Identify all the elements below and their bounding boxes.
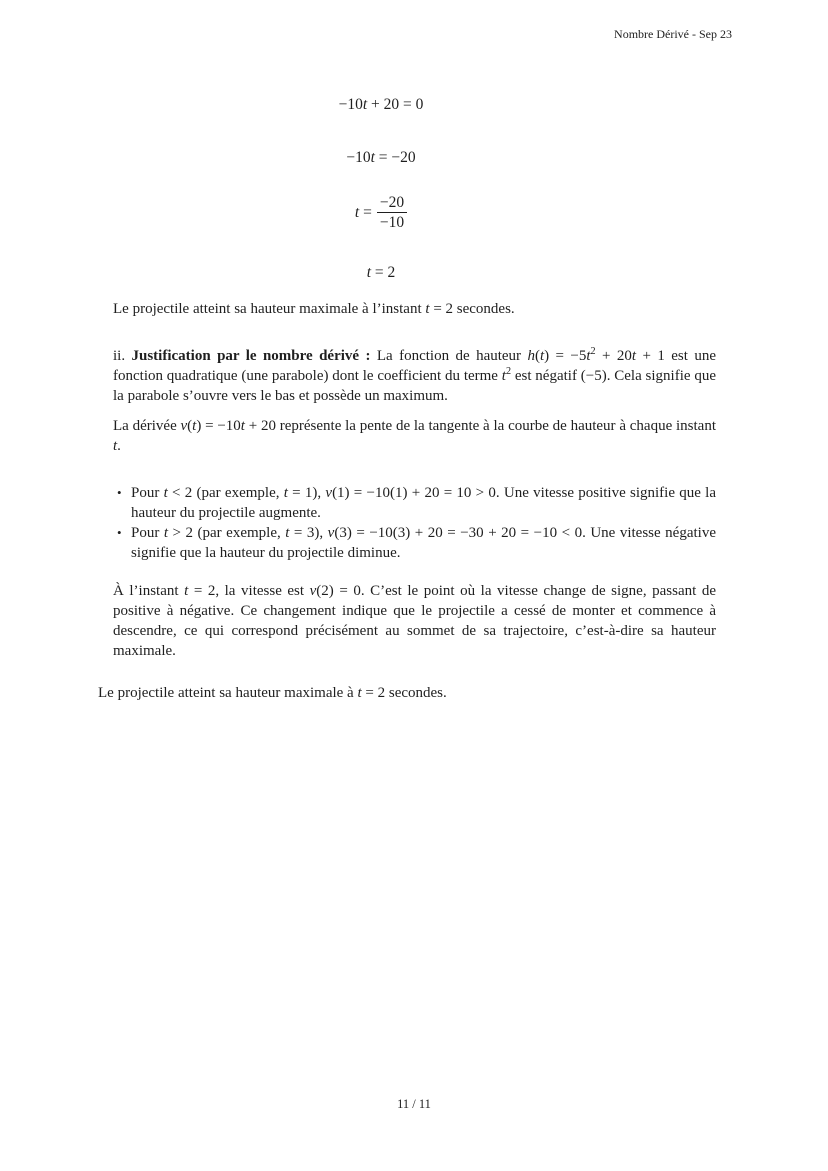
bullet-icon: • xyxy=(117,485,122,500)
bullet-item-1-text: Pour t < 2 (par exemple, t = 1), v(1) = −10(1) + 20 = 10 > 0. Une vitesse positive signifie que la hauteur du projectile augmente. xyxy=(131,485,716,521)
bullet-item-2 xyxy=(113,523,716,563)
equation-1: −10t + 20 = 0 xyxy=(338,96,424,113)
equation-4: t = 2 xyxy=(366,264,396,281)
fraction-denominator: −10 xyxy=(377,212,407,231)
paragraph-justification: ii. Justification par le nombre dérivé : La fonction de hauteur $h(t) = -5t^2 + 20t + 1$ est une fonction quadratique (une parabole) dont le coefficient du terme $t^2$ est négatif (−5). Cela signifie que la parabole s’ouvre vers le bas et possède un maximum. xyxy=(113,346,716,404)
bullet-item-2-text: Pour t > 2 (par exemple, t = 3), v(3) = −10(3) + 20 = −30 + 20 = −10 < 0. Une vitesse négative signifie que la hauteur du projectile diminue. xyxy=(131,525,716,561)
fraction-numerator: −20 xyxy=(379,194,405,211)
bullet-icon: • xyxy=(117,525,122,540)
equation-2: −10t = −20 xyxy=(346,149,416,166)
content-column xyxy=(98,0,716,703)
paragraph-conclusion-instant: Le projectile atteint sa hauteur maximale à l’instant t = 2 secondes. xyxy=(113,301,515,317)
fraction xyxy=(377,194,407,231)
equation-3 xyxy=(113,194,649,231)
paragraph-instant-t2: À l’instant t = 2, la vitesse est v(2) = 0. C’est le point où la vitesse change de signe, passant de positive à négative. Ce changement indique que le projectile a cessé de monter et commence à descendre, ce qui correspond précisément au sommet de sa trajectoire, c’est-à-dire sa hauteur maximale. xyxy=(113,583,716,659)
equation-3-lhs: t = xyxy=(354,203,372,221)
bullet-list xyxy=(113,483,716,563)
paragraph-final: Le projectile atteint sa hauteur maximale à t = 2 secondes. xyxy=(98,685,447,701)
paragraph-derivee: La dérivée v(t) = −10t + 20 représente la pente de la tangente à la courbe de hauteur à chaque instant t. xyxy=(113,418,716,454)
page-header-title: Nombre Dérivé - Sep 23 xyxy=(614,27,732,41)
bullet-item-1 xyxy=(113,483,716,523)
page-number: 11 / 11 xyxy=(397,1097,431,1111)
